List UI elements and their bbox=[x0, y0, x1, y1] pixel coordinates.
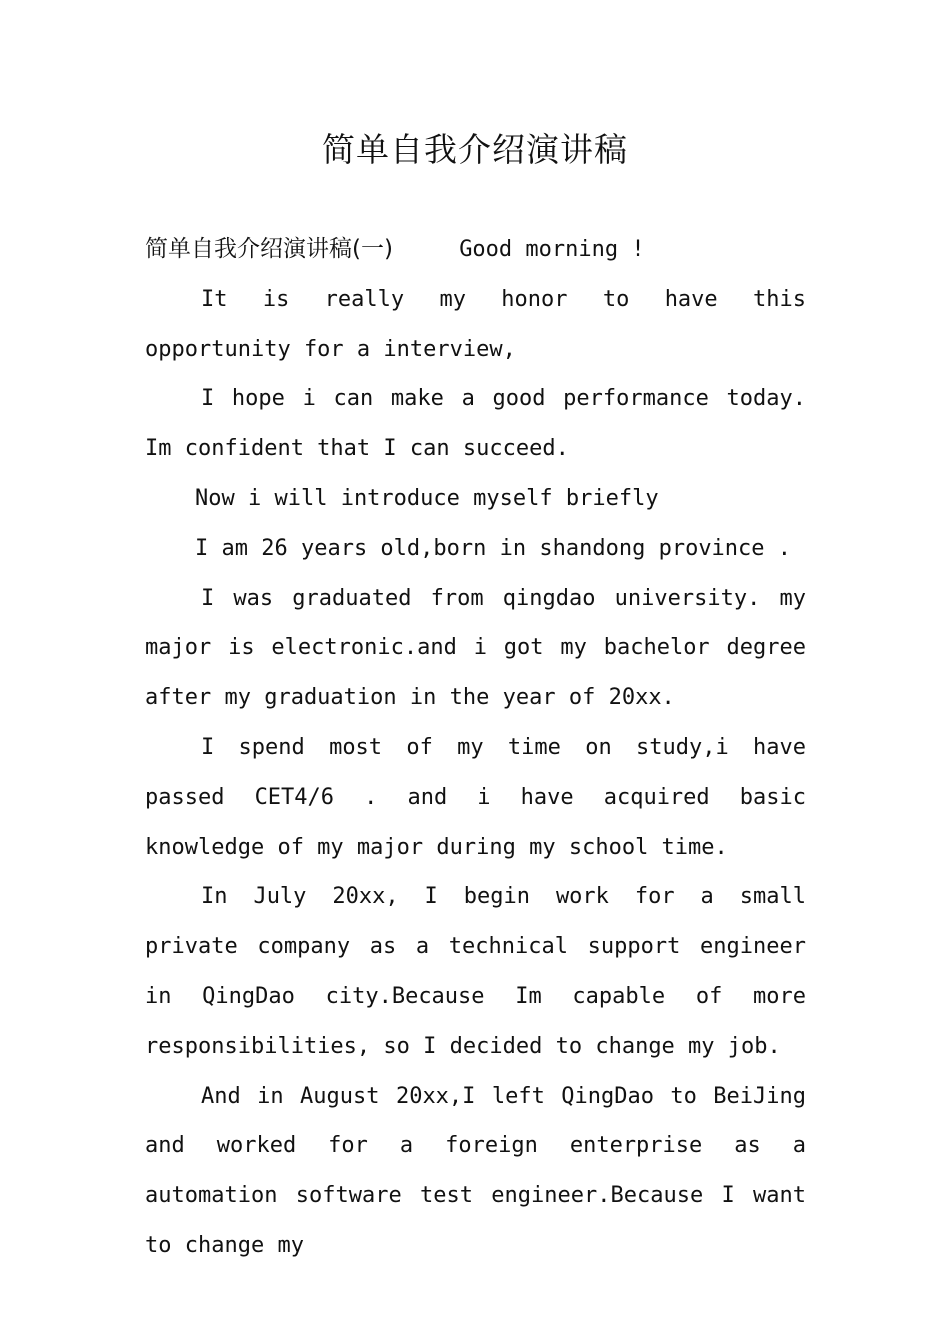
paragraph-8: And in August 20xx,I left QingDao to BeiJing and worked for a foreign enterprise as a automation software test engineer.Because I want to change my bbox=[145, 1083, 806, 1258]
paragraph-1: It is really my honor to have this opportunity for a interview, bbox=[145, 286, 806, 362]
paragraph-2: I hope i can make a good performance today. Im confident that I can succeed. bbox=[145, 386, 806, 462]
paragraph-3: Now i will introduce myself briefly bbox=[195, 485, 659, 511]
paragraph-6: I spend most of my time on study,i have passed CET4/6 . and i have acquired basic knowledge of my major during my school time. bbox=[145, 734, 806, 860]
document-title: 简单自我介绍演讲稿 bbox=[322, 130, 628, 169]
paragraph-7: In July 20xx, I begin work for a small private company as a technical support engineer in QingDao city.Because Im capable of more responsibilities, so I decided to change my job. bbox=[145, 884, 806, 1059]
paragraph-4: I am 26 years old,born in shandong province . bbox=[195, 535, 792, 561]
document-body bbox=[145, 225, 806, 1271]
section-heading-line bbox=[145, 225, 806, 275]
paragraph-5: I was graduated from qingdao university. my major is electronic.and i got my bachelor degree after my graduation in the year of 20xx. bbox=[145, 585, 806, 711]
section-heading: 简单自我介绍演讲稿(一) bbox=[145, 236, 393, 262]
greeting: Good morning ! bbox=[459, 237, 645, 262]
